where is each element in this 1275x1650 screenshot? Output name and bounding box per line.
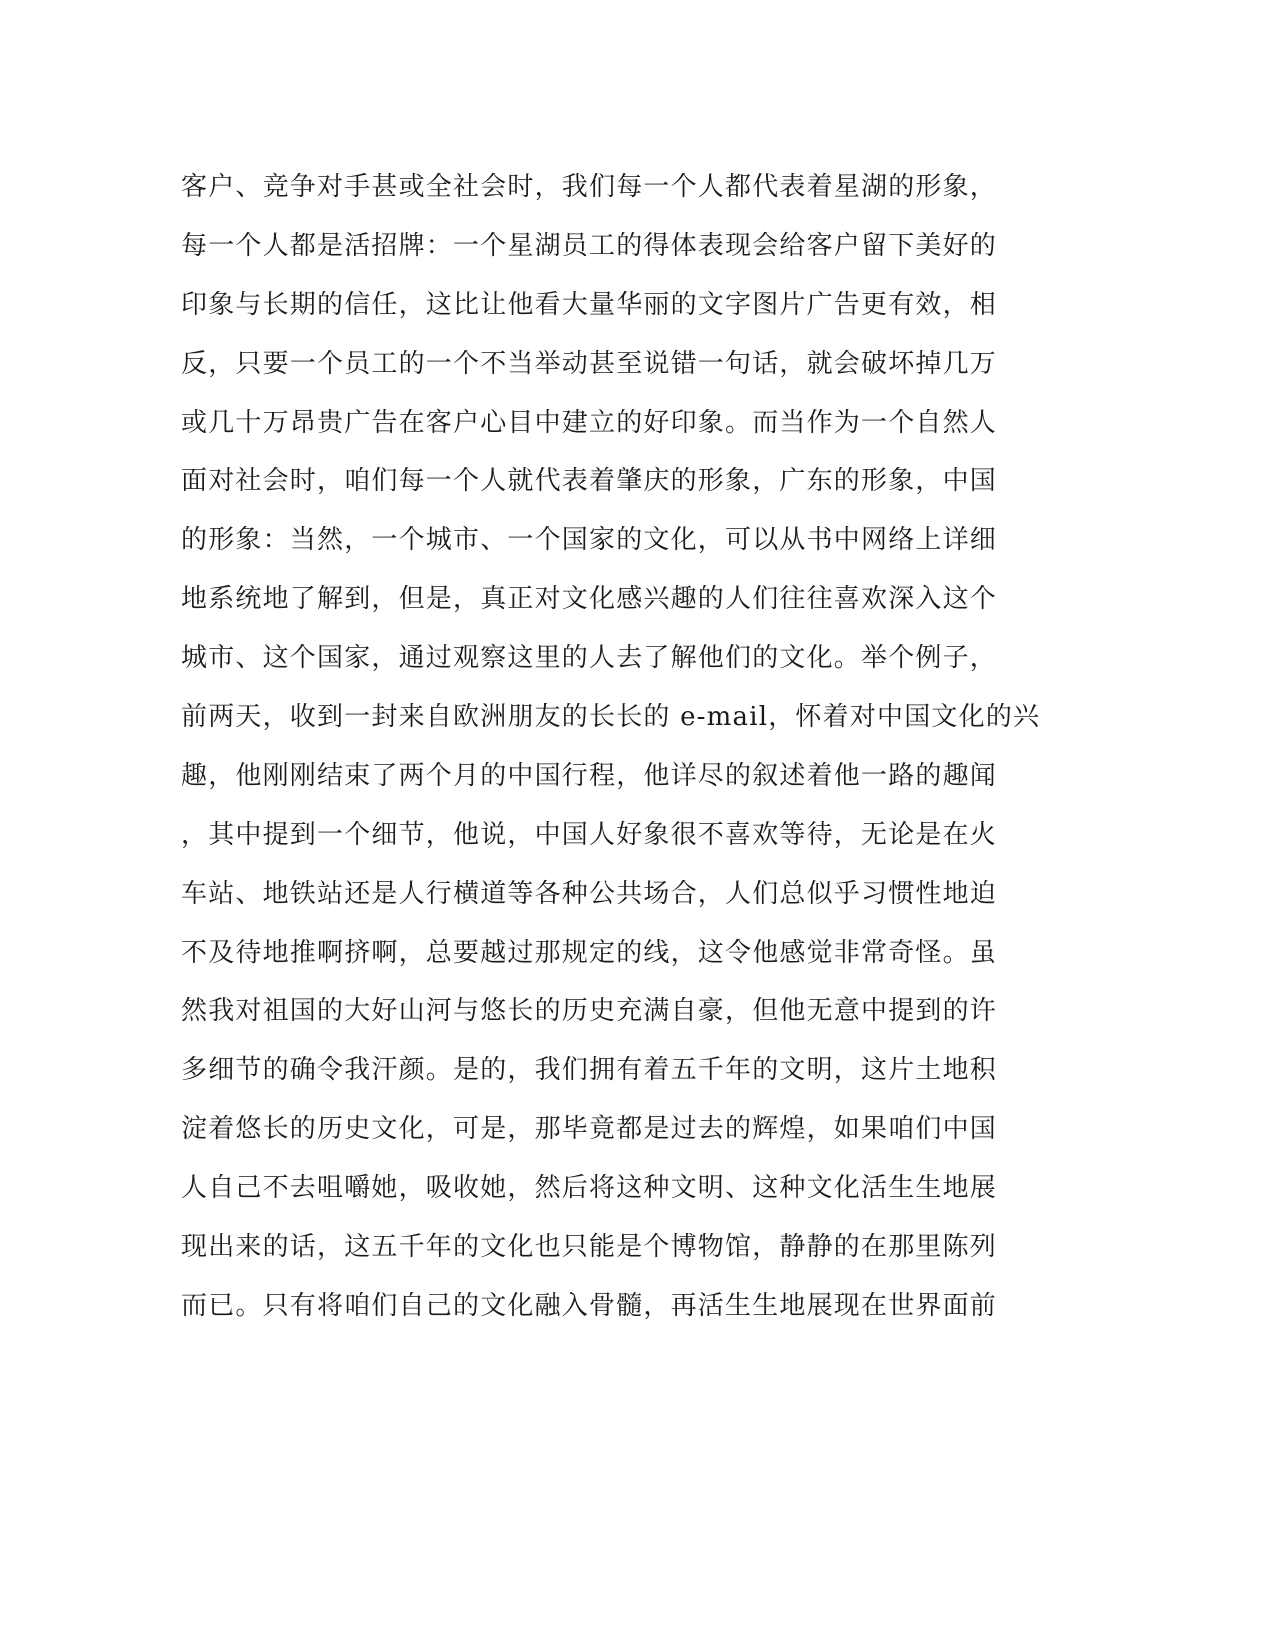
text-line: ，其中提到一个细节，他说，中国人好象很不喜欢等待，无论是在火 [181,819,998,850]
text-line: 多细节的确令我汗颜。是的，我们拥有着五千年的文明，这片土地积 [181,1055,998,1086]
text-line: 的形象：当然，一个城市、一个国家的文化，可以从书中网络上详细 [181,525,998,556]
text-line: 趣，他刚刚结束了两个月的中国行程，他详尽的叙述着他一路的趣闻 [181,760,998,791]
text-line: 地系统地了解到，但是，真正对文化感兴趣的人们往往喜欢深入这个 [181,584,998,615]
text-line: 人自己不去咀嚼她，吸收她，然后将这种文明、这种文化活生生地展 [181,1173,998,1204]
text-line: 印象与长期的信任，这比让他看大量华丽的文字图片广告更有效，相 [181,289,998,320]
text-line: 现出来的话，这五千年的文化也只能是个博物馆，静静的在那里陈列 [181,1232,998,1263]
text-line: 反，只要一个员工的一个不当举动甚至说错一句话，就会破坏掉几万 [181,348,998,379]
body-text [181,158,1061,1336]
text-line: 然我对祖国的大好山河与悠长的历史充满自豪，但他无意中提到的许 [181,996,998,1027]
text-line: 车站、地铁站还是人行横道等各种公共场合，人们总似乎习惯性地迫 [181,878,998,909]
text-line: 前两天，收到一封来自欧洲朋友的长长的 e-mail，怀着对中国文化的兴 [181,702,1041,733]
text-line: 淀着悠长的历史文化，可是，那毕竟都是过去的辉煌，如果咱们中国 [181,1114,998,1145]
text-line: 城市、这个国家，通过观察这里的人去了解他们的文化。举个例子， [181,643,998,674]
text-line: 或几十万昂贵广告在客户心目中建立的好印象。而当作为一个自然人 [181,407,998,438]
text-line: 不及待地推啊挤啊，总要越过那规定的线，这令他感觉非常奇怪。虽 [181,937,998,968]
text-line: 面对社会时，咱们每一个人就代表着肇庆的形象，广东的形象，中国 [181,466,998,497]
text-line: 每一个人都是活招牌：一个星湖员工的得体表现会给客户留下美好的 [181,230,998,261]
text-line: 而已。只有将咱们自己的文化融入骨髓，再活生生地展现在世界面前 [181,1290,998,1321]
text-line: 客户、竞争对手甚或全社会时，我们每一个人都代表着星湖的形象， [181,172,998,202]
